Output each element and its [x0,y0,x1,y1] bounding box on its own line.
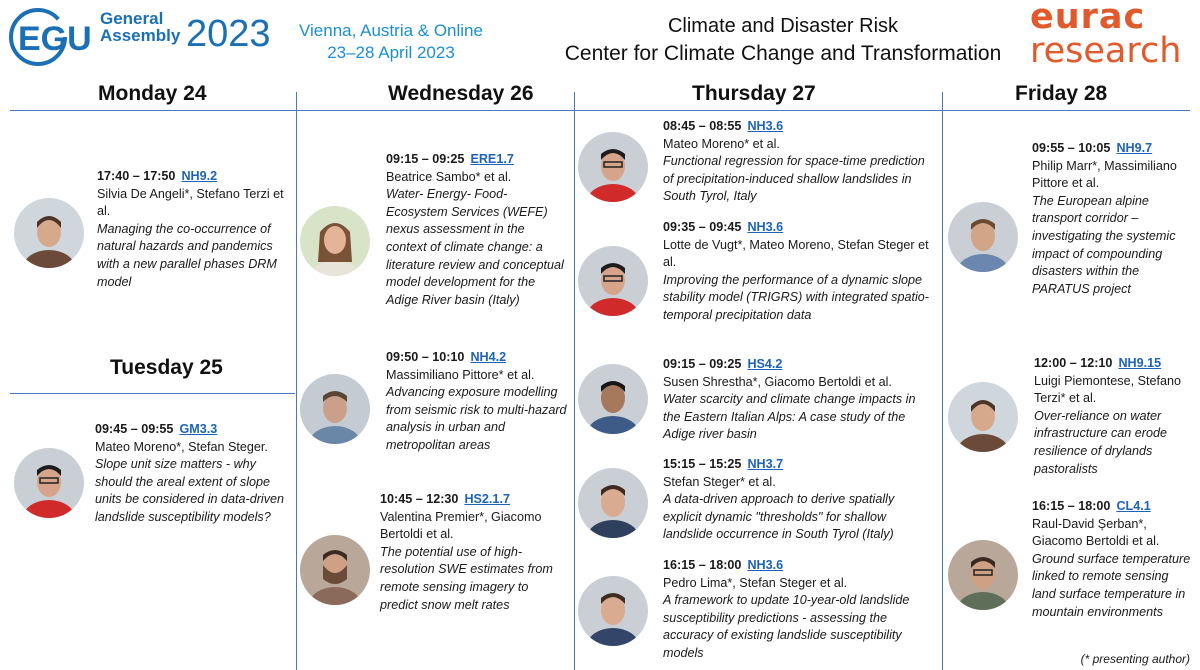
speaker-avatar [300,374,370,444]
session-entry [663,456,935,544]
session-code-link[interactable]: HS4.2 [747,357,783,371]
session-authors: Philip Marr*, Massimiliano Pittore et al. [1032,158,1177,191]
session-code-link[interactable]: NH9.2 [181,169,218,183]
session-authors: Valentina Premier*, Giacomo Bertoldi et al. [380,509,542,542]
session-time: 09:15 – 09:25 [663,357,742,371]
egu-general-assembly: General Assembly [100,9,181,45]
session-authors: Pedro Lima*, Stefan Steger et al. [663,575,848,590]
day-heading-friday: Friday 28 [1015,82,1108,105]
session-code-link[interactable]: ERE1.7 [470,152,514,166]
session-title: A data-driven approach to derive spatially explicit dynamic "thresholds" for shallow landslide occurrence in South Tyrol (Italy) [663,492,895,542]
session-time: 09:55 – 10:05 [1032,141,1111,155]
session-authors: Silvia De Angeli*, Stefano Terzi et al. [97,186,284,219]
poster-title [548,12,1018,68]
session-time: 09:45 – 09:55 [95,422,174,436]
speaker-avatar [14,198,84,268]
session-code-link[interactable]: NH3.7 [747,457,784,471]
session-authors: Luigi Piemontese, Stefano Terzi* et al. [1034,373,1182,406]
session-code-link[interactable]: NH4.2 [470,350,507,364]
session-title: Slope unit size matters - why should the areal extent of slope units be considered in data-driven landslide susceptibility models? [95,457,285,524]
session-entry [97,168,289,291]
session-entry [380,491,568,614]
speaker-avatar [14,448,84,518]
session-entry [663,219,935,325]
session-time: 08:45 – 08:55 [663,119,742,133]
session-title: Over-reliance on water infrastructure can erode resilience of drylands pastoralists [1034,408,1168,476]
session-time: 09:50 – 10:10 [386,350,465,364]
day-heading-thursday: Thursday 27 [692,82,816,105]
session-time: 17:40 – 17:50 [97,169,176,183]
session-title: Managing the co-occurrence of natural hazards and pandemics with a new parallel phases DRM model [97,221,277,289]
session-authors: Massimiliano Pittore* et al. [386,367,535,382]
session-title: Functional regression for space-time prediction of precipitation-induced shallow landslides in South Tyrol, Italy [663,154,925,204]
session-title: A framework to update 10-year-old landslide susceptibility predictions - assessing the accuracy of existing landslide susceptibility models [663,593,910,660]
svg-text:EGU: EGU [18,20,92,58]
tuesday-divider [10,393,295,394]
day-heading-monday: Monday 24 [98,82,207,105]
session-code-link[interactable]: NH3.6 [747,119,784,133]
session-entry [1032,498,1192,621]
speaker-avatar [948,540,1018,610]
speaker-avatar [578,132,648,202]
event-city: Vienna, Austria & Online [299,21,483,40]
session-title: The European alpine transport corridor – investigating the systemic impact of compounding disasters within the PARATUS project [1032,193,1176,296]
session-title: Advancing exposure modelling from seismic risk to multi-hazard analysis in urban and metropolitan areas [386,385,567,452]
session-entry [95,421,291,527]
speaker-avatar [300,535,370,605]
session-time: 16:15 – 18:00 [663,558,742,572]
session-title: Water- Energy- Food-Ecosystem Services (WEFE) nexus assessment in the context of climate change: a literature review and conceptual model development for the Adige River basin (Italy) [386,187,564,307]
session-entry [663,356,935,444]
session-time: 12:00 – 12:10 [1034,356,1113,370]
session-entry [386,151,568,309]
session-authors: Lotte de Vugt*, Mateo Moreno, Stefan Steger et al. [663,237,929,270]
egu-logo [8,6,100,68]
session-title: The potential use of high-resolution SWE estimates from remote sensing imagery to predict snow melt rates [380,544,553,612]
header-divider [10,110,1190,111]
session-code-link[interactable]: CL4.1 [1116,499,1151,513]
session-title: Water scarcity and climate change impacts in the Eastern Italian Alps: A case study of the Adige river basin [663,392,916,442]
session-time: 09:35 – 09:45 [663,220,742,234]
session-code-link[interactable]: NH3.6 [747,558,784,572]
session-entry [1032,140,1192,298]
session-entry [386,349,568,455]
session-code-link[interactable]: GM3.3 [179,422,218,436]
session-authors: Stefan Steger* et al. [663,474,776,489]
session-code-link[interactable]: HS2.1.7 [464,492,510,506]
speaker-avatar [578,576,648,646]
presenting-author-footnote: (* presenting author) [1080,652,1190,666]
session-time: 16:15 – 18:00 [1032,499,1111,513]
speaker-avatar [300,206,370,276]
session-authors: Susen Shrestha*, Giacomo Bertoldi et al. [663,374,892,389]
eurac-logo: eurac research [1030,0,1182,71]
column-divider-1 [296,92,297,670]
day-heading-tuesday: Tuesday 25 [110,356,223,379]
event-dates: 23–28 April 2023 [327,43,455,62]
session-entry [663,118,935,206]
session-time: 10:45 – 12:30 [380,492,459,506]
session-title: Ground surface temperature linked to remote sensing land surface temperature in mountain environments [1032,551,1191,619]
speaker-avatar [948,202,1018,272]
speaker-avatar [578,364,648,434]
session-code-link[interactable]: NH9.7 [1116,141,1153,155]
session-entry [1034,355,1192,478]
speaker-avatar [578,468,648,538]
session-authors: Beatrice Sambo* et al. [386,169,512,184]
session-title: Improving the performance of a dynamic slope stability model (TRIGRS) with integrated spatio-temporal precipitation data [663,272,929,322]
column-divider-2 [574,92,575,670]
session-code-link[interactable]: NH3.6 [747,220,784,234]
egu-year: 2023 [186,13,271,55]
session-code-link[interactable]: NH9.15 [1118,356,1162,370]
poster-title-main: Climate and Disaster Risk [667,15,899,37]
session-time: 09:15 – 09:25 [386,152,465,166]
session-time: 15:15 – 15:25 [663,457,742,471]
session-authors: Raul-David Șerban*, Giacomo Bertoldi et al. [1032,516,1160,549]
speaker-avatar [578,246,648,316]
day-heading-wednesday: Wednesday 26 [388,82,534,105]
session-authors: Mateo Moreno* et al. [663,136,780,151]
event-location [286,20,496,64]
column-divider-3 [942,92,943,670]
session-authors: Mateo Moreno*, Stefan Steger. [95,439,268,454]
speaker-avatar [948,382,1018,452]
session-entry [663,557,935,663]
poster-subtitle: Center for Climate Change and Transformation [564,42,1002,65]
